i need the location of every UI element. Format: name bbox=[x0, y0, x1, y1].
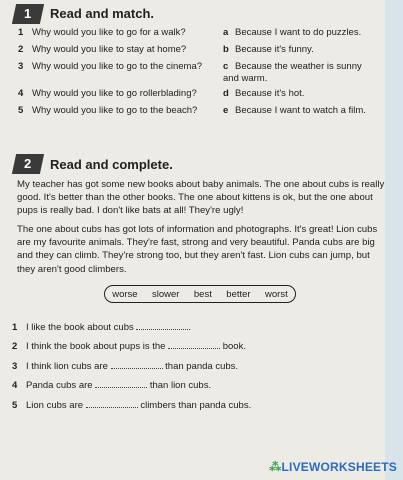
question-item: 1 Why would you like to go for a walk? bbox=[18, 27, 186, 38]
reading-paragraph: The one about cubs has got lots of information and photographs. It's great! Lion cubs are my favourite animals. They're fast, strong and very beautiful. Panda cubs are big and they can climb. They're strong too, but they aren't fast. Lion cubs can jump, but they aren't good climbers. bbox=[17, 224, 378, 275]
completion-sentence: 4 Panda cubs are than lion cubs. bbox=[12, 380, 212, 391]
liveworksheets-logo: ⁂LIVEWORKSHEETS bbox=[269, 460, 397, 474]
section-number-badge: 2 bbox=[12, 154, 44, 174]
completion-sentence: 2 I think the book about pups is the book. bbox=[12, 341, 246, 352]
answer-blank[interactable] bbox=[168, 339, 220, 349]
answer-option: c Because the weather is sunny and warm. bbox=[223, 61, 362, 84]
word-bank-item: worse bbox=[112, 288, 138, 300]
answer-option: b Because it's funny. bbox=[223, 44, 314, 55]
word-bank-item: worst bbox=[265, 288, 288, 300]
completion-sentence: 1 I like the book about cubs . bbox=[12, 322, 192, 333]
section-number-badge: 1 bbox=[12, 4, 44, 24]
section-title: Read and match. bbox=[50, 6, 155, 21]
answer-blank[interactable] bbox=[111, 359, 163, 369]
question-item: 5 Why would you like to go to the beach? bbox=[18, 105, 198, 116]
question-item: 4 Why would you like to go rollerblading? bbox=[18, 88, 197, 99]
answer-option: d Because it's hot. bbox=[223, 88, 305, 99]
reading-paragraph: My teacher has got some new books about baby animals. The one about cubs is really good. It's better than the other books. The one about kittens is ok, but the one about pups is really bad. I don't like bats at all! They're ugly! bbox=[17, 179, 385, 217]
page-edge bbox=[385, 0, 403, 480]
answer-option: a Because I want to do puzzles. bbox=[223, 27, 362, 38]
completion-sentence: 5 Lion cubs are climbers than panda cubs. bbox=[12, 400, 252, 411]
word-bank bbox=[104, 285, 296, 303]
answer-blank[interactable] bbox=[136, 320, 188, 330]
section-title: Read and complete. bbox=[50, 157, 173, 172]
answer-option: e Because I want to watch a film. bbox=[223, 105, 366, 116]
word-bank-item: slower bbox=[152, 288, 180, 300]
word-bank-item: better bbox=[226, 288, 251, 300]
question-item: 2 Why would you like to stay at home? bbox=[18, 44, 187, 55]
word-bank-item: best bbox=[193, 288, 212, 300]
answer-blank[interactable] bbox=[86, 398, 138, 408]
completion-sentence: 3 I think lion cubs are than panda cubs. bbox=[12, 361, 239, 372]
answer-blank[interactable] bbox=[95, 378, 147, 388]
question-item: 3 Why would you like to go to the cinema? bbox=[18, 61, 203, 72]
